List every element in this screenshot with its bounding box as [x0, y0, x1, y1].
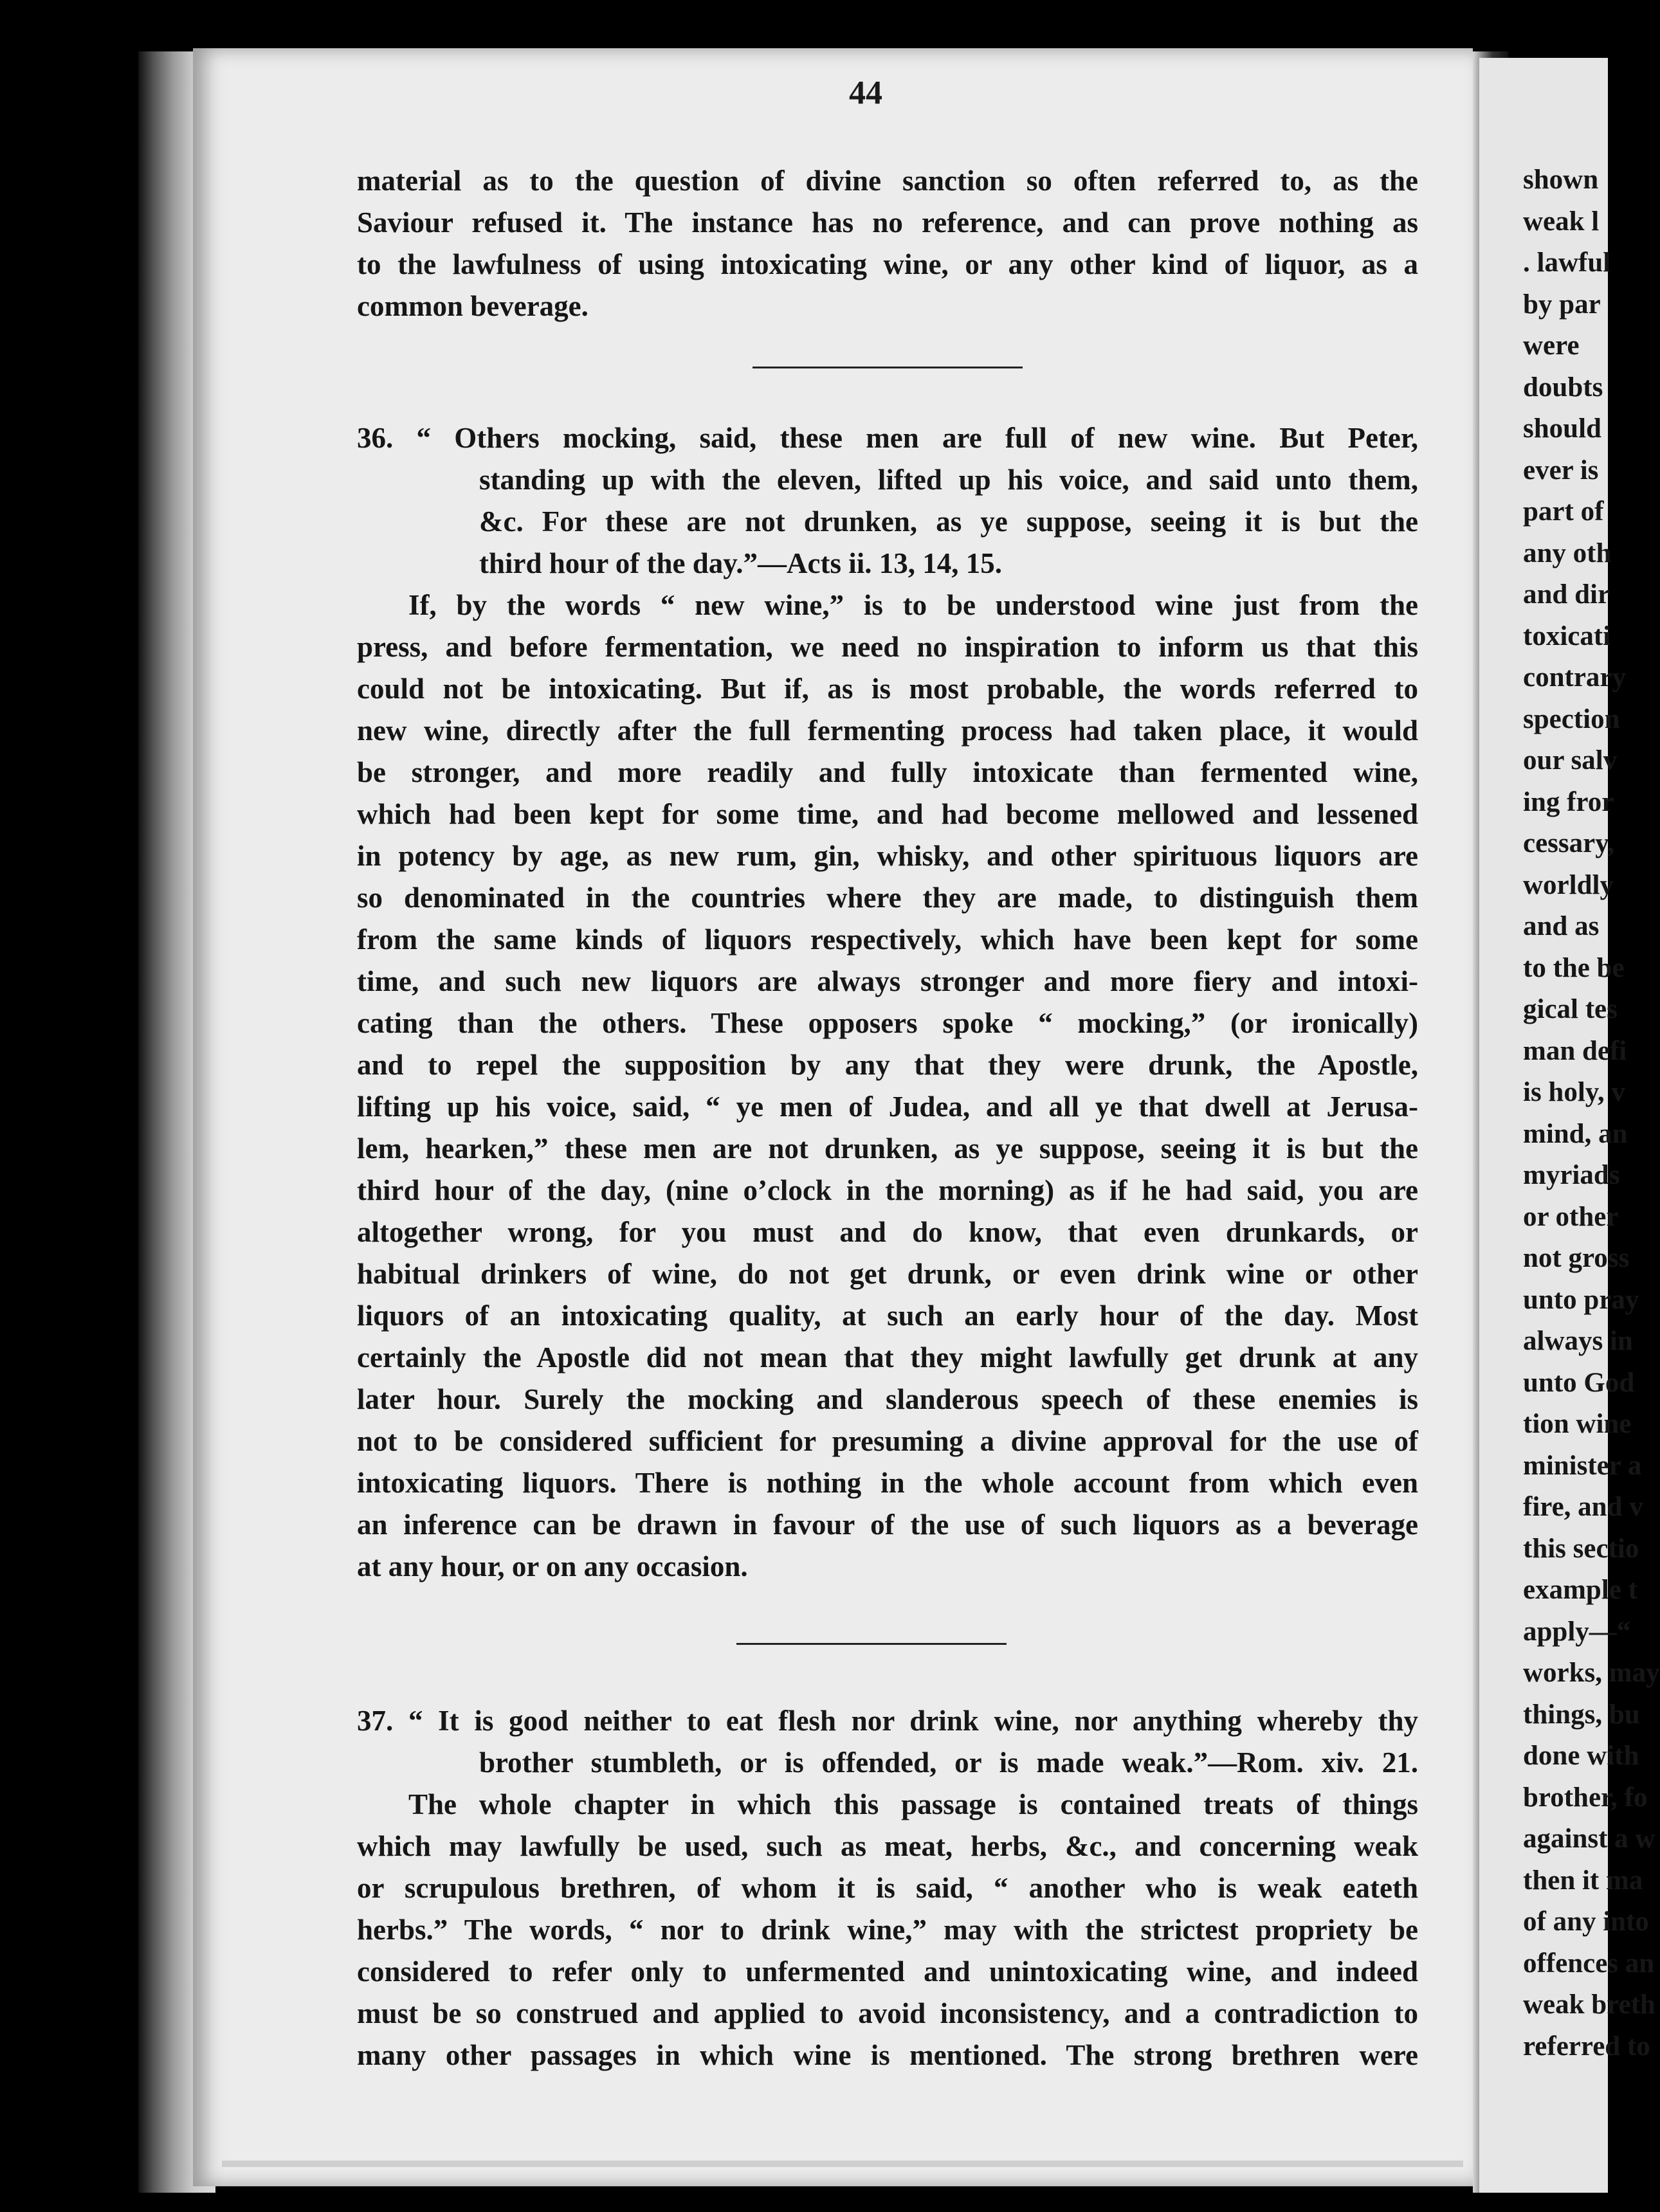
- paragraph-line: could not be intoxicating. But if, as is most probable, the words referred to: [357, 673, 1418, 705]
- right-page-line: apply—“: [1523, 1616, 1631, 1647]
- right-page-line: contrary: [1523, 662, 1626, 693]
- paragraph-line: time, and such new liquors are always stronger and more fiery and intoxi-: [357, 965, 1418, 997]
- paragraph-line: liquors of an intoxicating quality, at such an early hour of the day. Most: [357, 1300, 1418, 1332]
- page-number: 44: [849, 75, 882, 111]
- right-page-line: our salv: [1523, 745, 1618, 775]
- right-page-line: not gross: [1523, 1243, 1630, 1273]
- paragraph-line: common beverage.: [357, 290, 588, 322]
- right-page-line: cessary,: [1523, 828, 1615, 858]
- paragraph-line: later hour. Surely the mocking and slanderous speech of these enemies is: [357, 1383, 1418, 1415]
- paragraph-line: and to repel the supposition by any that they were drunk, the Apostle,: [357, 1049, 1418, 1081]
- paragraph-line: not to be considered sufficient for presuming a divine approval for the use of: [357, 1425, 1418, 1457]
- paragraph-line: be stronger, and more readily and fully intoxicate than fermented wine,: [357, 756, 1418, 788]
- right-page-line: referred to: [1523, 2031, 1650, 2062]
- right-page-line: weak breth: [1523, 1990, 1655, 2020]
- paragraph-line: to the lawfulness of using intoxicating wine, or any other kind of liquor, as a: [357, 248, 1418, 280]
- paragraph-line: lem, hearken,” these men are not drunken, as ye suppose, seeing it is but the: [357, 1132, 1418, 1165]
- right-page-line: part of: [1523, 496, 1604, 527]
- paragraph-line: an inference can be drawn in favour of the use of such liquors as a beverage: [357, 1509, 1418, 1541]
- right-page-line: toxicati: [1523, 621, 1611, 651]
- paragraph-line: intoxicating liquors. There is nothing in the whole account from which even: [357, 1467, 1418, 1499]
- paragraph-line: from the same kinds of liquors respectively, which have been kept for some: [357, 923, 1418, 956]
- right-page-line: and dir: [1523, 579, 1610, 610]
- paragraph-line: habitual drinkers of wine, do not get drunk, or even drink wine or other: [357, 1258, 1418, 1290]
- paragraph-line: lifting up his voice, said, “ ye men of Judea, and all ye that dwell at Jerusa-: [357, 1091, 1418, 1123]
- paragraph-line: third hour of the day, (nine o’clock in the morning) as if he had said, you are: [357, 1174, 1418, 1206]
- right-page-line: doubts: [1523, 372, 1603, 403]
- right-page-line: unto God: [1523, 1367, 1635, 1398]
- right-page-line: tion wine: [1523, 1409, 1632, 1439]
- right-page-line: things, bu: [1523, 1699, 1640, 1730]
- right-page-line: and as: [1523, 911, 1600, 941]
- paragraph-line: in potency by age, as new rum, gin, whisky, and other spirituous liquors are: [357, 840, 1418, 872]
- scripture-quote-line: third hour of the day.”—Acts ii. 13, 14, 15.: [479, 547, 1002, 579]
- paragraph-line: which had been kept for some time, and had become mellowed and lessened: [357, 798, 1418, 830]
- right-page-line: worldly: [1523, 869, 1614, 900]
- paragraph-line: at any hour, or on any occasion.: [357, 1550, 748, 1582]
- right-page-line: ing fror: [1523, 786, 1614, 817]
- paragraph-line: altogether wrong, for you must and do know, that even drunkards, or: [357, 1216, 1418, 1248]
- right-page-line: ever is: [1523, 455, 1599, 485]
- right-page-line: . lawful: [1523, 248, 1611, 278]
- right-page-line: then it ma: [1523, 1865, 1643, 1896]
- right-page-line: is holy, v: [1523, 1077, 1625, 1107]
- paragraph-line: or scrupulous brethren, of whom it is said, “ another who is weak eateth: [357, 1872, 1418, 1904]
- scripture-quote-line: 37. “ It is good neither to eat flesh nor drink wine, nor anything whereby thy: [357, 1705, 1418, 1737]
- right-page-line: gical tes: [1523, 994, 1618, 1024]
- paragraph-line: material as to the question of divine sanction so often referred to, as the: [357, 165, 1418, 197]
- paragraph-line: so denominated in the countries where they are made, to distinguish them: [357, 882, 1418, 914]
- right-page-line: any oth: [1523, 538, 1612, 568]
- paragraph-line: press, and before fermentation, we need no inspiration to inform us that this: [357, 631, 1418, 663]
- right-page-line: brother, fo: [1523, 1782, 1648, 1813]
- right-page-line: spection: [1523, 703, 1620, 734]
- right-page-line: works, may: [1523, 1658, 1660, 1688]
- paragraph-line: The whole chapter in which this passage is contained treats of things: [408, 1788, 1418, 1820]
- scripture-quote-line: brother stumbleth, or is offended, or is made weak.”—Rom. xiv. 21.: [479, 1746, 1418, 1779]
- scripture-quote-line: 36. “ Others mocking, said, these men are full of new wine. But Peter,: [357, 422, 1418, 454]
- right-page: [1479, 58, 1660, 2193]
- right-page-line: this sectio: [1523, 1533, 1639, 1564]
- paragraph-line: must be so construed and applied to avoid inconsistency, and a contradiction to: [357, 1997, 1418, 2029]
- paragraph-line: If, by the words “ new wine,” is to be understood wine just from the: [408, 589, 1418, 621]
- right-page-line: mind, an: [1523, 1118, 1628, 1149]
- right-page-line: shown: [1523, 165, 1599, 195]
- right-page-line: minister a: [1523, 1450, 1642, 1481]
- page-edge: [222, 2161, 1463, 2167]
- paragraph-line: Saviour refused it. The instance has no reference, and can prove nothing as: [357, 206, 1418, 239]
- right-page-line: should: [1523, 413, 1601, 444]
- right-page-line: unto pray: [1523, 1284, 1639, 1315]
- section-divider: [752, 367, 1023, 368]
- right-page-line: example t: [1523, 1575, 1637, 1605]
- scripture-quote-line: standing up with the eleven, lifted up his voice, and said unto them,: [479, 464, 1418, 496]
- right-page-line: by par: [1523, 289, 1601, 320]
- right-page-line: always in: [1523, 1326, 1633, 1356]
- paragraph-line: which may lawfully be used, such as meat, herbs, &c., and concerning weak: [357, 1830, 1418, 1862]
- right-page-line: against a w: [1523, 1824, 1655, 1854]
- paragraph-line: new wine, directly after the full fermenting process had taken place, it would: [357, 714, 1418, 747]
- right-page-line: offences an: [1523, 1948, 1655, 1979]
- right-page-line: weak l: [1523, 206, 1600, 237]
- right-page-line: of any into: [1523, 1907, 1649, 1937]
- right-page-line: man defi: [1523, 1035, 1627, 1066]
- paragraph-line: considered to refer only to unfermented and unintoxicating wine, and indeed: [357, 1955, 1418, 1988]
- paragraph-line: many other passages in which wine is mentioned. The strong brethren were: [357, 2039, 1418, 2071]
- paragraph-line: herbs.” The words, “ nor to drink wine,” may with the strictest propriety be: [357, 1914, 1418, 1946]
- right-page-line: done with: [1523, 1741, 1639, 1771]
- scripture-quote-line: &c. For these are not drunken, as ye suppose, seeing it is but the: [479, 505, 1418, 538]
- section-divider: [736, 1643, 1007, 1645]
- right-page-line: to the be: [1523, 952, 1625, 983]
- right-page-line: were: [1523, 331, 1580, 361]
- paragraph-line: certainly the Apostle did not mean that they might lawfully get drunk at any: [357, 1341, 1418, 1373]
- right-page-line: myriads: [1523, 1160, 1620, 1190]
- right-page-line: fire, and v: [1523, 1492, 1643, 1522]
- right-page-line: or other: [1523, 1201, 1619, 1232]
- paragraph-line: cating than the others. These opposers spoke “ mocking,” (or ironically): [357, 1007, 1418, 1039]
